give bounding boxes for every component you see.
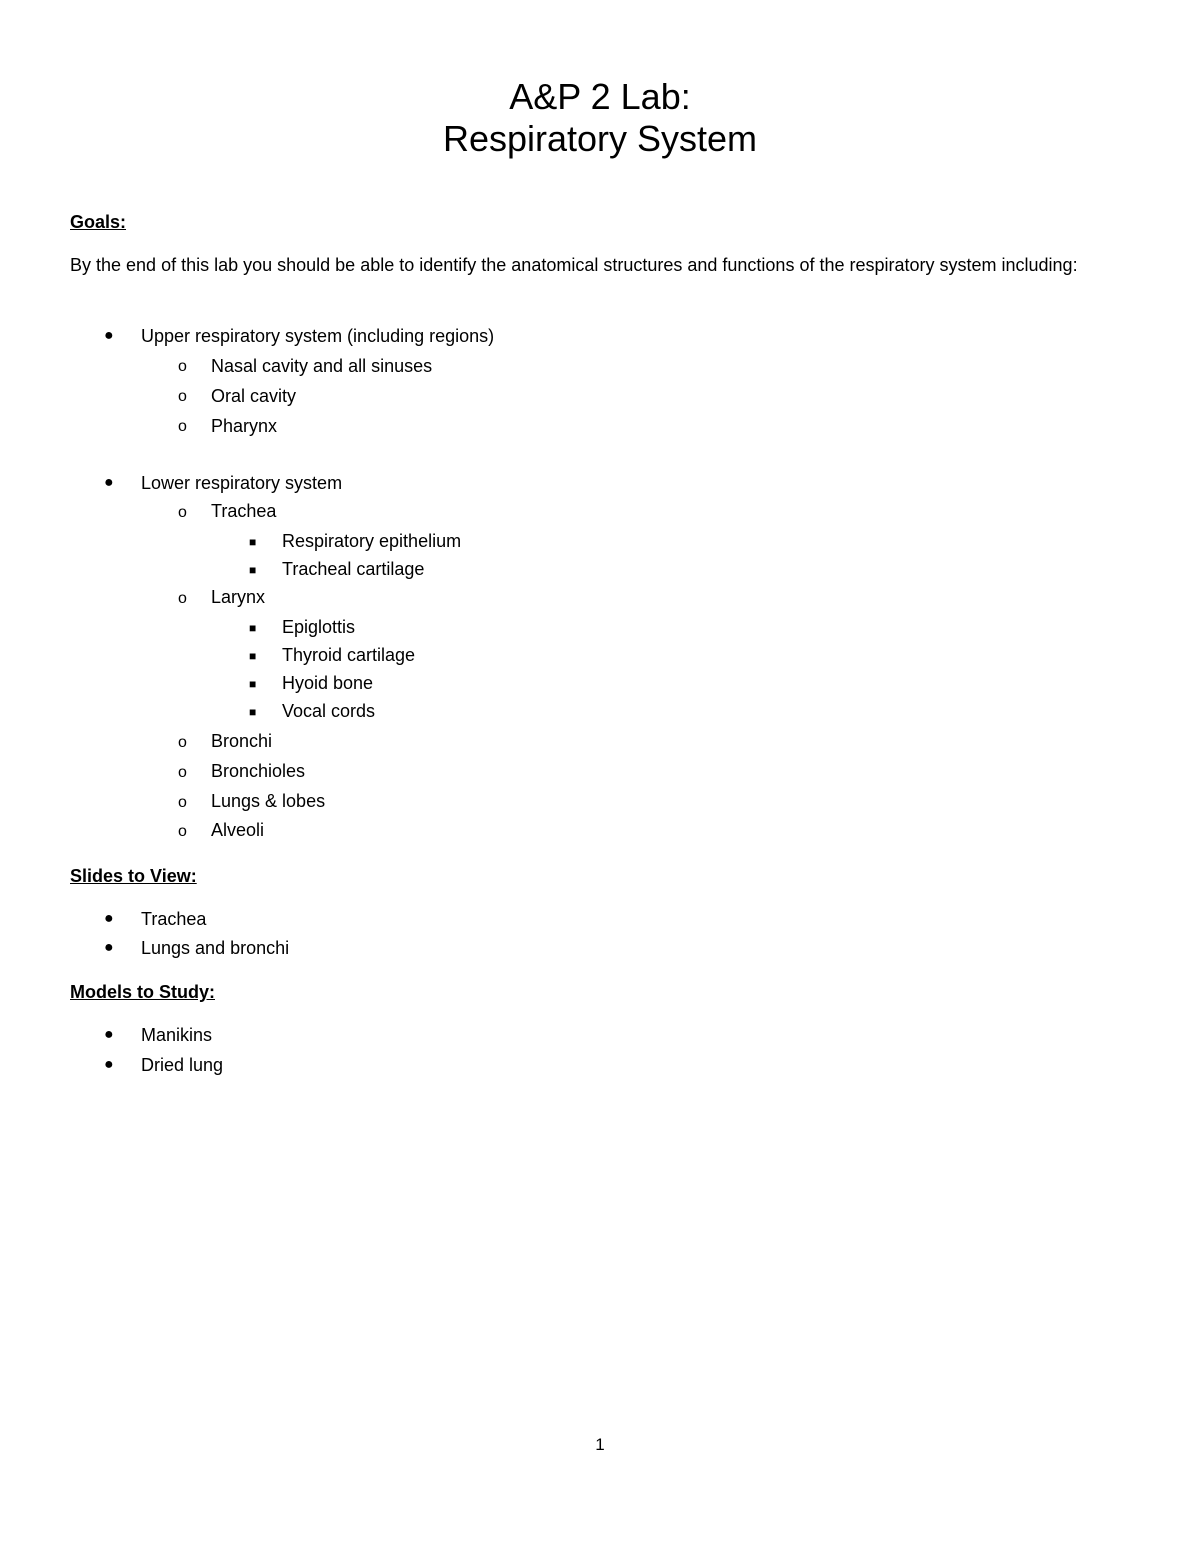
circle-marker: o <box>178 823 187 840</box>
bullet-marker: ● <box>104 327 114 344</box>
list-item: Bronchioles <box>211 761 306 781</box>
bullet-marker: ● <box>104 1026 114 1043</box>
square-marker: ■ <box>249 621 257 635</box>
square-marker: ■ <box>249 649 257 663</box>
list-item: Respiratory epithelium <box>282 531 462 551</box>
bullet-marker: ● <box>104 939 114 956</box>
list-item-larynx: Larynx <box>211 587 266 607</box>
square-marker: ■ <box>249 563 257 577</box>
bullet-marker: ● <box>104 910 114 927</box>
slides-heading: Slides to View: <box>70 866 197 886</box>
goals-intro: By the end of this lab you should be able to identify the anatomical structures and functions of the respiratory system including: <box>70 255 1078 275</box>
square-marker: ■ <box>249 705 257 719</box>
list-item: Lungs & lobes <box>211 791 326 811</box>
list-item: Epiglottis <box>282 617 356 637</box>
list-item: Dried lung <box>141 1055 224 1075</box>
circle-marker: o <box>178 388 187 405</box>
goals-heading: Goals: <box>70 212 127 232</box>
title-line-2: Respiratory System <box>442 118 758 159</box>
models-heading: Models to Study: <box>70 982 215 1002</box>
circle-marker: o <box>178 734 187 751</box>
list-item-lower: Lower respiratory system <box>141 473 343 493</box>
page-number: 1 <box>595 1435 605 1454</box>
bullet-marker: ● <box>104 474 114 491</box>
list-item: Tracheal cartilage <box>282 559 425 579</box>
square-marker: ■ <box>249 677 257 691</box>
list-item: Nasal cavity and all sinuses <box>211 356 433 376</box>
list-item: Pharynx <box>211 416 278 436</box>
circle-marker: o <box>178 590 187 607</box>
circle-marker: o <box>178 504 187 521</box>
list-item: Oral cavity <box>211 386 297 406</box>
list-item: Vocal cords <box>282 701 376 721</box>
list-item: Thyroid cartilage <box>282 645 416 665</box>
list-item: Bronchi <box>211 731 273 751</box>
square-marker: ■ <box>249 535 257 549</box>
list-item: Trachea <box>141 909 207 929</box>
circle-marker: o <box>178 418 187 435</box>
circle-marker: o <box>178 794 187 811</box>
list-item: Lungs and bronchi <box>141 938 290 958</box>
circle-marker: o <box>178 764 187 781</box>
bullet-marker: ● <box>104 1056 114 1073</box>
title-line-1: A&P 2 Lab: <box>509 76 691 117</box>
list-item: Hyoid bone <box>282 673 374 693</box>
list-item-trachea: Trachea <box>211 501 277 521</box>
list-item-upper: Upper respiratory system (including regions) <box>141 326 495 346</box>
list-item: Alveoli <box>211 820 265 840</box>
circle-marker: o <box>178 358 187 375</box>
list-item: Manikins <box>141 1025 213 1045</box>
